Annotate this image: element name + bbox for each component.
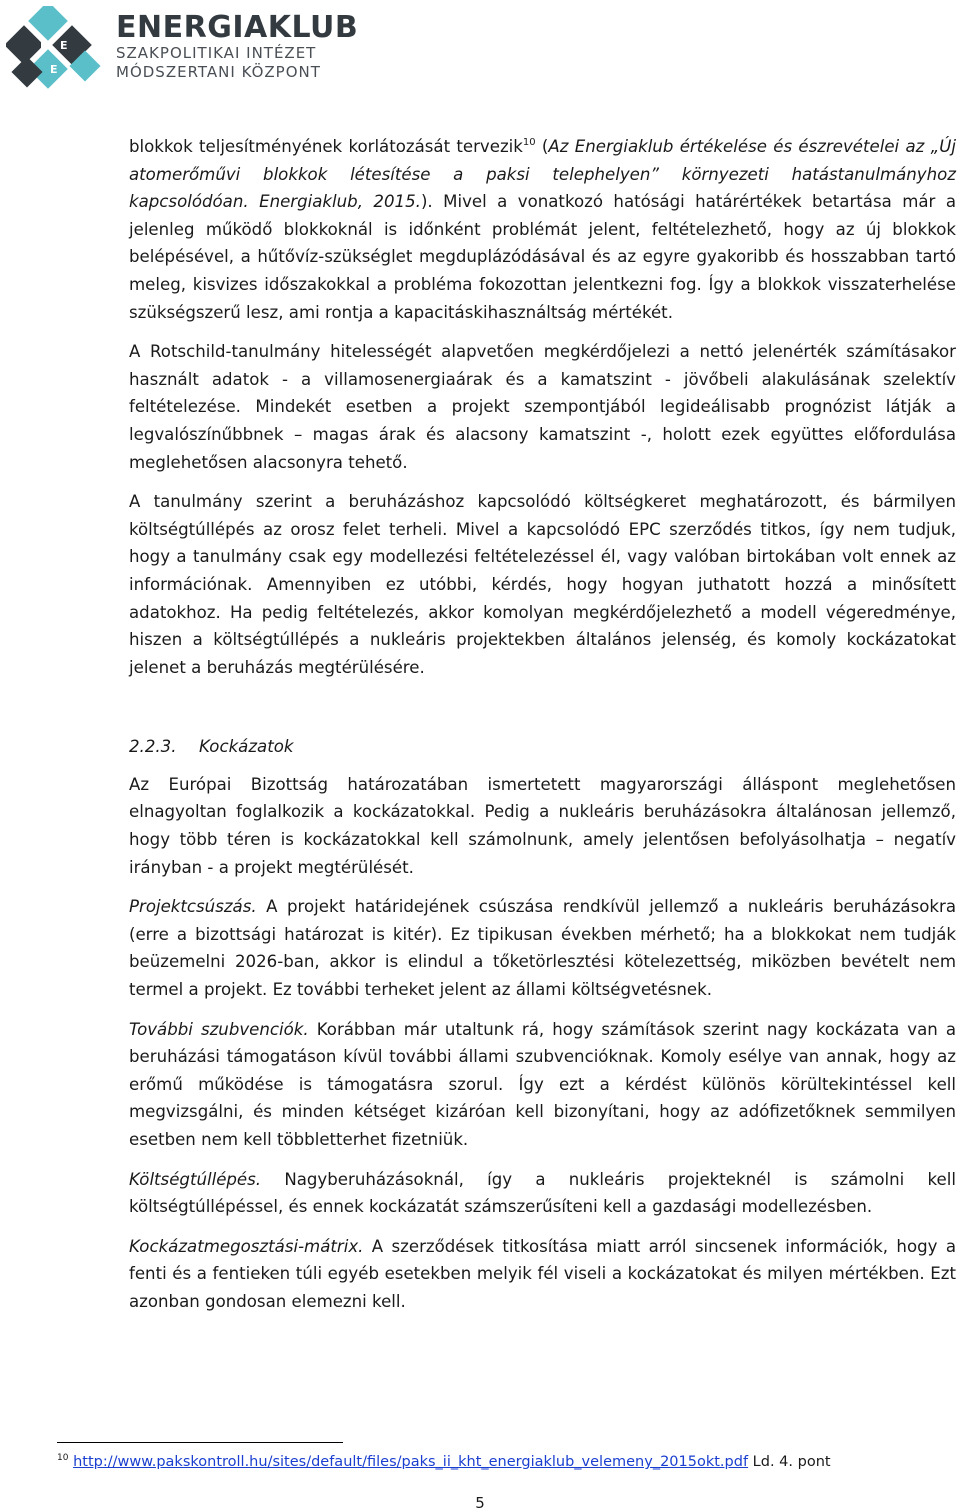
p1-sep: ( xyxy=(535,137,549,156)
energiaklub-logo-icon xyxy=(6,6,102,96)
main-content xyxy=(129,133,956,1316)
p7-text: Nagyberuházásoknál, így a nukleáris projekteknél is számolni kell költségtúllépéssel, és ennek kockázatát számszerűsíteni kell a gazdasági modellezésben. xyxy=(129,1169,956,1217)
footnote xyxy=(57,1452,831,1472)
paragraph-6 xyxy=(129,1016,956,1154)
footnote-suffix: Ld. 4. pont xyxy=(748,1454,831,1470)
paragraph-1 xyxy=(129,133,956,326)
footnote-link[interactable]: http://www.pakskontroll.hu/sites/default/files/paks_ii_kht_energiaklub_velemeny_2015okt.pdf xyxy=(73,1454,749,1470)
p1-citation: Az Energiaklub értékelése és észrevételei az „Új atomerőművi blokkok létesítése a paksi telephelyen” környezeti hatástanulmányhoz kapcsolódóan. Energiaklub, 2015. xyxy=(129,137,957,212)
section-title: Kockázatok xyxy=(199,737,294,757)
p7-term: Költségtúllépés. xyxy=(129,1169,262,1189)
logo-subtitle-2: MÓDSZERTANI KÖZPONT xyxy=(116,63,321,81)
footnote-reference[interactable]: 10 xyxy=(522,137,536,148)
p1-lead: blokkok teljesítményének korlátozását tervezik xyxy=(129,137,523,156)
page-header xyxy=(6,6,359,98)
p6-term: További szubvenciók. xyxy=(129,1019,309,1039)
logo-name: ENERGIAKLUB xyxy=(116,10,359,45)
p8-text: A szerződések titkosítása miatt arról sincsenek információk, hogy a fenti és a fentieken túli egyéb esetekben melyik fél viseli a kockázatokat és milyen mértékben. Ezt azonban gondosan elemezni kell. xyxy=(129,1236,956,1311)
p8-term: Kockázatmegosztási-mátrix. xyxy=(129,1236,364,1256)
paragraph-2: A Rotschild-tanulmány hitelességét alapvetően megkérdőjelezi a nettó jelenérték számításakor használt adatok - a villamosenergiaárak és a kamatszint - jövőbeli alakulásának szelektív feltételezése. Mindekét esetben a projekt szempontjából legideálisabb prognózist látják a legvalószínűbbnek – magas árak és alacsony kamatszint -, holott ezek együttes előfordulása meglehetősen alacsonyra tehető. xyxy=(129,342,956,472)
svg-text:E: E xyxy=(40,39,48,52)
logo-text xyxy=(116,12,358,82)
section-heading xyxy=(129,733,956,761)
footnote-divider xyxy=(57,1442,343,1443)
paragraph-4: Az Európai Bizottság határozatában ismertetett magyarországi álláspont meglehetősen elnagyoltan foglalkozik a kockázatokkal. Pedig a nukleáris beruházásokra általánosan jellemző, hogy több téren is kockázatokkal kell számolnunk, amely jelentősen befolyásolhatja – negatív irányban - a projekt megtérülését. xyxy=(129,774,956,877)
p6-text: Korábban már utaltunk rá, hogy számítások szerint nagy kockázata van a beruházási támogatáson kívül további állami szubvencióknak. Komoly esélye van annak, hogy az erőmű működése is támogatásra szorul. Így ezt a kérdést különös körültekintéssel kell megvizsgálni, és minden kétséget kizáróan kell bizonyítani, hogy az adófizetőknek semmilyen esetben nem kell többletterhet fizetniük. xyxy=(129,1019,957,1149)
paragraph-5 xyxy=(129,893,956,1003)
paragraph-8 xyxy=(129,1233,956,1316)
svg-text:E: E xyxy=(50,63,58,76)
paragraph-3: A tanulmány szerint a beruházáshoz kapcsolódó költségkeret meghatározott, és bármilyen költségtúllépés az orosz felet terheli. Mivel a kapcsolódó EPC szerződés titkos, így nem tudjuk, hogy a tanulmány csak egy modellezési feltételezéssel él, vagy valóban birtokában volt ennek az információnak. Amennyiben ez utóbbi, kérdés, hogy hogyan juthatott hozzá a minősített adatokhoz. Ha pedig feltételezés, akkor komolyan megkérdőjelezhető a modell végeredménye, hiszen a költségtúllépés a nukleáris projektekben általános jelenség, és komoly kockázatokat jelenet a beruházás megtérülésére. xyxy=(129,492,956,677)
logo-subtitle-1: SZAKPOLITIKAI INTÉZET xyxy=(116,44,317,62)
p5-term: Projektcsúszás. xyxy=(129,897,257,917)
section-number: 2.2.3. xyxy=(129,737,177,757)
p5-text: A projekt határidejének csúszása rendkívül jellemző a nukleáris beruházásokra (erre a bizottsági határozat is kitér). Ez tipikusan években mérhető; ha a blokkokat nem tudják beüzemelni 2026-ban, akkor is elindul a tőketörlesztési kötelezettség, miközben bevételt nem termel a projekt. Ez további terheket jelent az állami költségvetésnek. xyxy=(129,897,956,1000)
paragraph-7 xyxy=(129,1166,956,1221)
page-number: 5 xyxy=(475,1494,485,1512)
svg-text:E: E xyxy=(60,39,68,52)
footnote-number: 10 xyxy=(57,1453,69,1463)
p1-rest: ). Mivel a vonatkozó hatósági határértékek betartása már a jelenleg működő blokkoknál is időnként problémát jelent, feltételezhető, hogy az új blokkok belépésével, a hűtővíz-szükséglet megduplázódásával és az egyre gyakoribb és hosszabban tartó meleg, kisvizes időszakokkal a probléma fokozottan jelentkezni fog. Így a blokkok visszaterhelése szükségszerű lesz, ami rontja a kapacitáskihasználtság mértékét. xyxy=(129,192,956,322)
